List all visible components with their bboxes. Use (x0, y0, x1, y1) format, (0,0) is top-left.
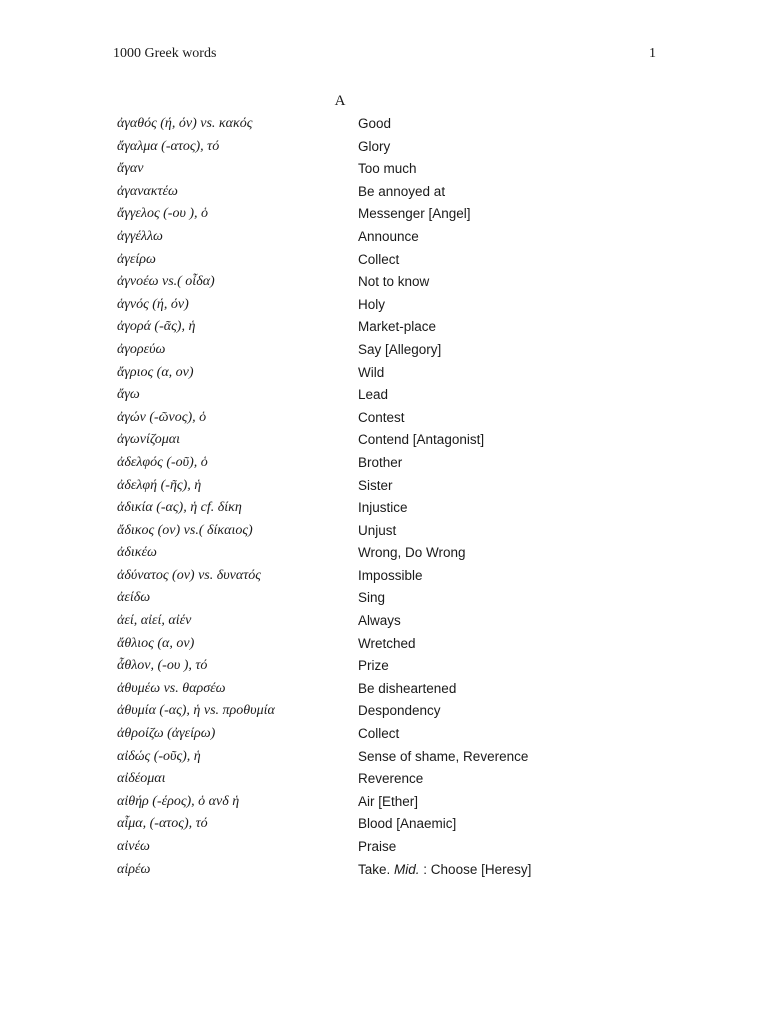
english-meaning: Wretched (358, 635, 416, 651)
english-meaning: Not to know (358, 274, 430, 290)
english-meaning (358, 860, 531, 880)
greek-term: αἰνέω (117, 839, 150, 854)
greek-term: ἀδικέω (117, 545, 157, 561)
english-meaning: Announce (358, 228, 419, 244)
greek-term: ἁγνός (ή, όν) (117, 296, 189, 312)
greek-term: ἀδελφός (-οῦ), ὁ (117, 454, 208, 470)
greek-term: ἀγγέλλω (117, 228, 163, 244)
greek-term: ἀδελφή (-ῆς), ἡ (117, 477, 202, 493)
english-meaning: Air [Ether] (358, 793, 419, 809)
page-number: 1 (649, 46, 656, 61)
greek-term: ἀθυμία (-ας), ἡ vs. προθυμία (117, 703, 275, 719)
greek-term: ἄγαν (117, 161, 144, 177)
english-meaning: Be disheartened (358, 680, 457, 696)
greek-term: ἀγωνίζομαι (117, 432, 180, 448)
english-meaning: Lead (358, 387, 389, 403)
greek-term: ἀθροίζω (ἀγείρω) (117, 726, 216, 742)
english-meaning: Collect (358, 726, 400, 742)
greek-term: ἀγορά (-ᾶς), ἡ (117, 319, 196, 335)
english-meaning: Say [Allegory] (358, 341, 442, 357)
english-meaning: Sense of shame, Reverence (358, 748, 529, 764)
greek-term: ἄγγελος (-ου ), ὁ (117, 206, 209, 222)
english-meaning: Contend [Antagonist] (358, 432, 485, 448)
english-meaning: Praise (358, 839, 397, 854)
greek-term: ἄγριος (α, ον) (117, 364, 194, 380)
greek-term: ἀθυμέω vs. θαρσέω (117, 680, 226, 696)
english-meaning: Messenger [Angel] (358, 206, 471, 222)
english-meaning: Market-place (358, 319, 437, 335)
english-meaning: Blood [Anaemic] (358, 816, 457, 832)
greek-term: αἰδώς (-οῦς), ἡ (117, 748, 201, 764)
greek-term: ἀγείρω (117, 251, 156, 267)
greek-term: ἀεί, αἰεί, αἰέν (117, 613, 192, 629)
english-meaning: Wrong, Do Wrong (358, 545, 466, 561)
greek-term: ἄδικος (ον) vs.( δίκαιος) (117, 522, 253, 538)
greek-term: ἄθλιος (α, ον) (117, 635, 195, 651)
english-meaning: Collect (358, 251, 400, 267)
meaning-text: : Choose [Heresy] (419, 861, 532, 877)
meaning-text: Take. (358, 861, 395, 877)
english-meaning: Impossible (358, 567, 423, 583)
english-meaning: Always (358, 613, 401, 629)
english-meaning: Wild (358, 364, 385, 380)
english-meaning: Good (358, 116, 392, 131)
greek-term: ἆθλον, (-ου ), τό (117, 658, 208, 674)
greek-term: ἀγαθός (ή, όν) vs. κακός (117, 116, 253, 131)
section-letter: A (334, 93, 346, 109)
page-header (113, 44, 656, 64)
english-meaning: Sing (358, 590, 386, 606)
greek-term: ἀδύνατος (ον) vs. δυνατός (117, 567, 261, 583)
greek-term: ἄγω (117, 387, 140, 403)
greek-term: ἀείδω (117, 590, 151, 606)
english-meaning: Injustice (358, 500, 408, 516)
english-meaning: Contest (358, 409, 405, 425)
english-meaning: Despondency (358, 703, 441, 719)
grammar-abbreviation: Mid. (394, 861, 420, 877)
english-meaning: Holy (358, 296, 386, 312)
english-meaning: Brother (358, 454, 403, 470)
greek-term: ἄγαλμα (-ατος), τό (117, 138, 220, 154)
greek-term: αἱρέω (117, 861, 151, 877)
greek-term: ἀγνοέω vs.( οἶδα) (117, 274, 215, 290)
english-meaning: Too much (358, 161, 417, 177)
english-meaning: Prize (358, 658, 389, 674)
english-meaning: Unjust (358, 522, 397, 538)
english-meaning: Reverence (358, 771, 424, 787)
english-meaning: Glory (358, 138, 391, 154)
greek-term: αἰθήρ (-έρος), ὁ ανδ ἡ (117, 793, 240, 809)
greek-term: ἀγών (-ῶνος), ὁ (117, 409, 207, 425)
greek-term: ἀγανακτέω (117, 183, 178, 199)
english-meaning: Be annoyed at (358, 183, 446, 199)
greek-term: αἷμα, (-ατος), τό (117, 816, 208, 832)
greek-term: ἀγορεύω (117, 341, 166, 357)
greek-term: αἰδέομαι (117, 771, 166, 787)
document-title: 1000 Greek words (113, 46, 217, 61)
english-meaning: Sister (358, 477, 393, 493)
greek-term: ἀδικία (-ας), ἡ cf. δίκη (117, 500, 242, 516)
